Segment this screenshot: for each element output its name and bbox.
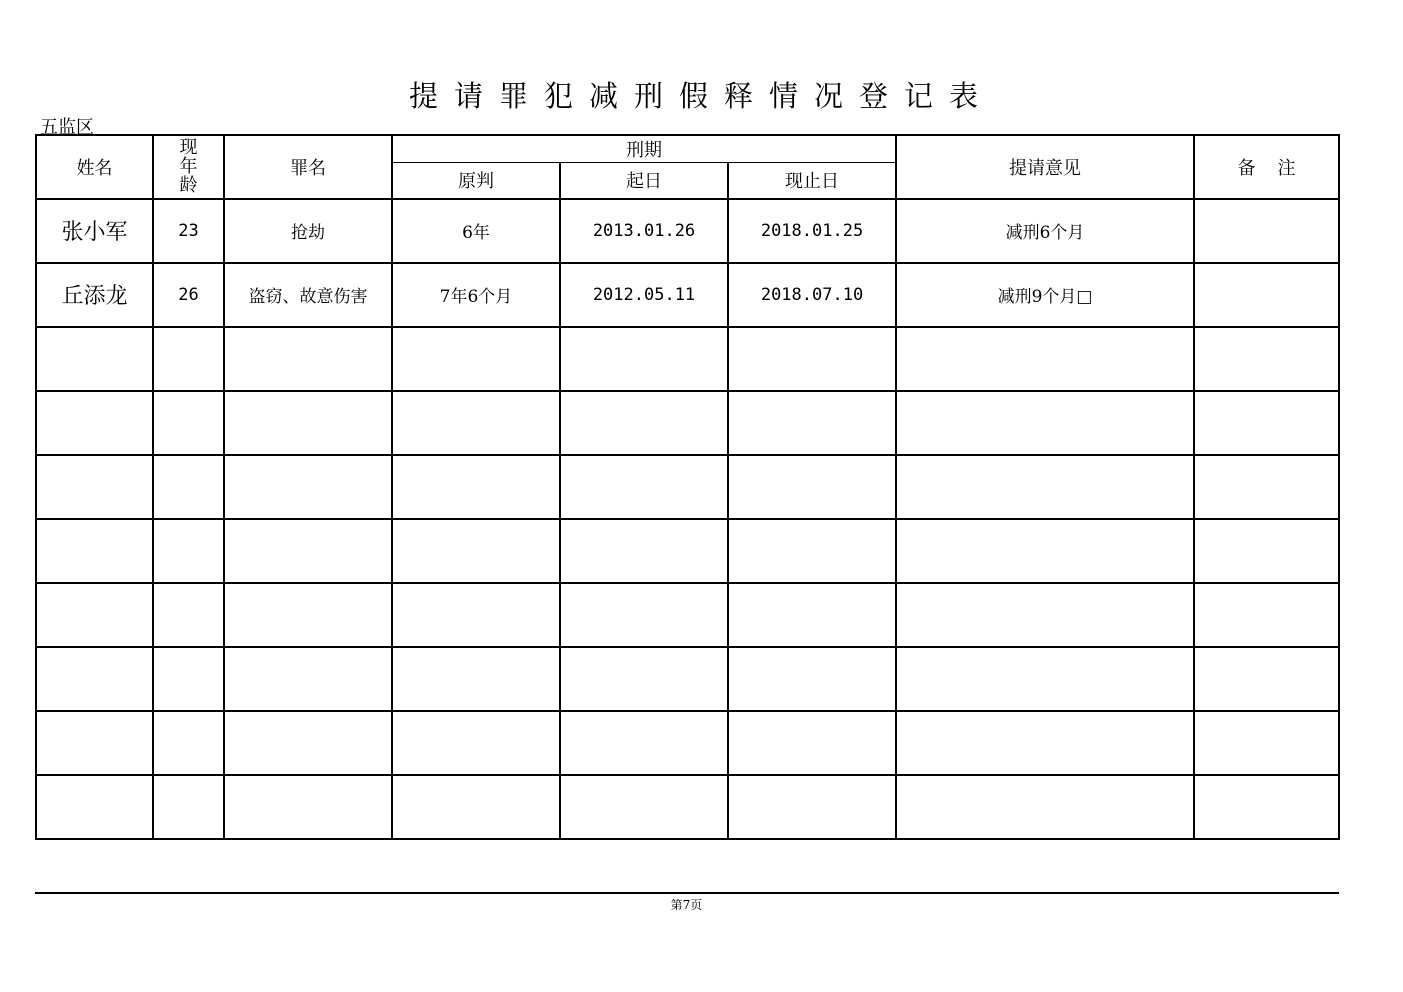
cell-end-date bbox=[728, 711, 896, 775]
cell-start-date: 2013.01.26 bbox=[560, 199, 728, 263]
cell-crime bbox=[224, 327, 392, 391]
table-row bbox=[36, 711, 1339, 775]
cell-opinion bbox=[896, 519, 1194, 583]
header-age-char-3: 龄 bbox=[179, 175, 198, 197]
cell-age bbox=[153, 455, 224, 519]
header-age bbox=[153, 135, 224, 199]
registration-table bbox=[35, 134, 1340, 840]
cell-opinion bbox=[896, 775, 1194, 839]
cell-name bbox=[36, 647, 153, 711]
cell-original-sentence bbox=[392, 711, 560, 775]
cell-original-sentence bbox=[392, 455, 560, 519]
cell-remarks bbox=[1194, 775, 1339, 839]
cell-opinion bbox=[896, 391, 1194, 455]
cell-start-date bbox=[560, 647, 728, 711]
cell-start-date: 2012.05.11 bbox=[560, 263, 728, 327]
cell-remarks bbox=[1194, 519, 1339, 583]
page-number: 第7页 bbox=[670, 898, 703, 912]
cell-age: 23 bbox=[153, 199, 224, 263]
cell-age bbox=[153, 327, 224, 391]
header-age-char-2: 年 bbox=[179, 156, 198, 178]
cell-remarks bbox=[1194, 583, 1339, 647]
header-opinion: 提请意见 bbox=[896, 135, 1194, 199]
table-row bbox=[36, 263, 1339, 327]
header-term-group: 刑期 bbox=[392, 135, 896, 163]
header-crime: 罪名 bbox=[224, 135, 392, 199]
table-row bbox=[36, 519, 1339, 583]
cell-crime: 盗窃、故意伤害 bbox=[224, 263, 392, 327]
header-start-date: 起日 bbox=[560, 163, 728, 199]
cell-remarks bbox=[1194, 391, 1339, 455]
table-row bbox=[36, 455, 1339, 519]
cell-age bbox=[153, 519, 224, 583]
header-current-end-date: 现止日 bbox=[728, 163, 896, 199]
cell-original-sentence bbox=[392, 647, 560, 711]
cell-opinion: 减刑6个月 bbox=[896, 199, 1194, 263]
cell-name bbox=[36, 583, 153, 647]
cell-start-date bbox=[560, 327, 728, 391]
cell-end-date: 2018.07.10 bbox=[728, 263, 896, 327]
cell-original-sentence bbox=[392, 519, 560, 583]
cell-opinion bbox=[896, 455, 1194, 519]
cell-name bbox=[36, 711, 153, 775]
cell-remarks bbox=[1194, 647, 1339, 711]
cell-crime bbox=[224, 775, 392, 839]
cell-start-date bbox=[560, 583, 728, 647]
table-row bbox=[36, 647, 1339, 711]
cell-name bbox=[36, 775, 153, 839]
cell-crime bbox=[224, 455, 392, 519]
cell-opinion bbox=[896, 647, 1194, 711]
cell-start-date bbox=[560, 775, 728, 839]
document-title: 提请罪犯减刑假释情况登记表 bbox=[408, 79, 994, 113]
cell-end-date bbox=[728, 647, 896, 711]
cell-original-sentence bbox=[392, 775, 560, 839]
cell-name bbox=[36, 327, 153, 391]
cell-opinion bbox=[896, 711, 1194, 775]
cell-original-sentence bbox=[392, 583, 560, 647]
cell-end-date bbox=[728, 583, 896, 647]
cell-start-date bbox=[560, 455, 728, 519]
cell-name: 丘添龙 bbox=[36, 263, 153, 327]
header-age-char-1: 现 bbox=[179, 137, 198, 159]
cell-remarks bbox=[1194, 199, 1339, 263]
table-row bbox=[36, 199, 1339, 263]
cell-remarks bbox=[1194, 455, 1339, 519]
cell-crime: 抢劫 bbox=[224, 199, 392, 263]
cell-end-date bbox=[728, 455, 896, 519]
cell-original-sentence: 7年6个月 bbox=[392, 263, 560, 327]
cell-crime bbox=[224, 711, 392, 775]
header-remarks: 备注 bbox=[1194, 135, 1339, 199]
table-row bbox=[36, 775, 1339, 839]
header-name: 姓名 bbox=[36, 135, 153, 199]
cell-age bbox=[153, 711, 224, 775]
cell-name bbox=[36, 391, 153, 455]
header-original-sentence: 原判 bbox=[392, 163, 560, 199]
cell-original-sentence bbox=[392, 327, 560, 391]
cell-original-sentence bbox=[392, 391, 560, 455]
cell-age bbox=[153, 583, 224, 647]
footer-divider bbox=[35, 892, 1339, 894]
table-row bbox=[36, 327, 1339, 391]
cell-end-date bbox=[728, 391, 896, 455]
cell-remarks bbox=[1194, 711, 1339, 775]
cell-crime bbox=[224, 647, 392, 711]
cell-end-date: 2018.01.25 bbox=[728, 199, 896, 263]
cell-end-date bbox=[728, 775, 896, 839]
cell-name: 张小军 bbox=[36, 199, 153, 263]
cell-original-sentence: 6年 bbox=[392, 199, 560, 263]
cell-crime bbox=[224, 583, 392, 647]
cell-opinion bbox=[896, 583, 1194, 647]
cell-opinion bbox=[896, 327, 1194, 391]
cell-crime bbox=[224, 391, 392, 455]
cell-crime bbox=[224, 519, 392, 583]
cell-age: 26 bbox=[153, 263, 224, 327]
cell-age bbox=[153, 391, 224, 455]
cell-opinion: 减刑9个月□ bbox=[896, 263, 1194, 327]
table-row bbox=[36, 583, 1339, 647]
cell-age bbox=[153, 647, 224, 711]
cell-name bbox=[36, 455, 153, 519]
table-row bbox=[36, 391, 1339, 455]
cell-end-date bbox=[728, 327, 896, 391]
cell-start-date bbox=[560, 391, 728, 455]
cell-remarks bbox=[1194, 327, 1339, 391]
cell-start-date bbox=[560, 711, 728, 775]
district-label: 五监区 bbox=[40, 117, 94, 138]
cell-end-date bbox=[728, 519, 896, 583]
cell-age bbox=[153, 775, 224, 839]
cell-name bbox=[36, 519, 153, 583]
cell-remarks bbox=[1194, 263, 1339, 327]
cell-start-date bbox=[560, 519, 728, 583]
